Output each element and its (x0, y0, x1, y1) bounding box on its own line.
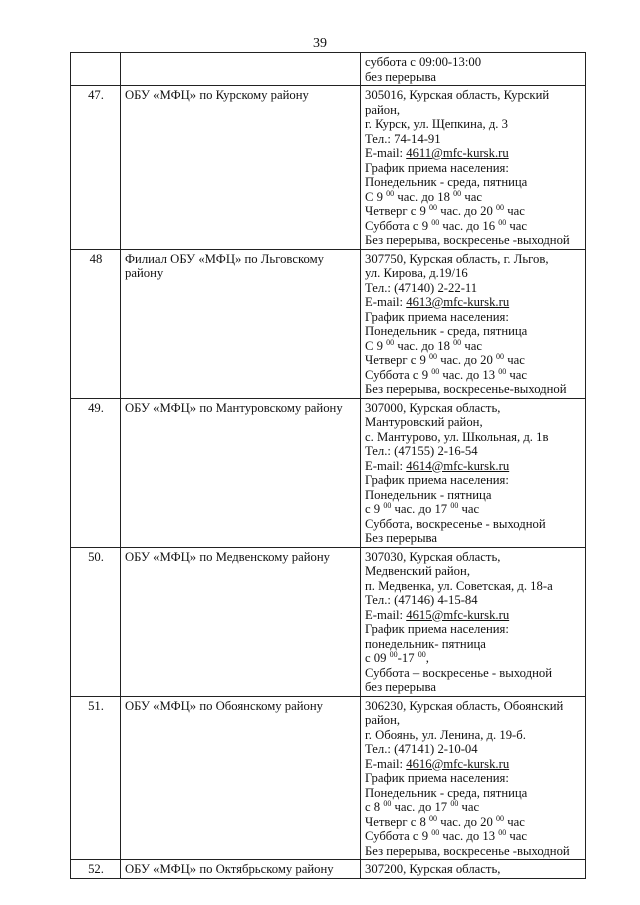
info-line (365, 444, 582, 459)
superscript-minutes: 00 (498, 366, 507, 376)
info-line (365, 502, 582, 517)
row-number: 48 (71, 249, 121, 398)
superscript-minutes: 00 (386, 188, 395, 198)
info-text: 305016, Курская область, Курский (365, 88, 550, 102)
info-line (365, 161, 582, 176)
info-text: 306230, Курская область, Обоянский (365, 698, 564, 713)
info-text: E-mail: (365, 146, 407, 160)
info-text: час (461, 189, 482, 204)
info-text: час. до 17 (391, 800, 451, 814)
info-text: Тел.: (47140) 2-22-11 (365, 280, 478, 295)
office-name: Филиал ОБУ «МФЦ» по Льговскому району (121, 249, 361, 398)
info-text: час. до 17 (391, 502, 451, 516)
office-contact-info (361, 547, 586, 696)
info-text: час. до 18 (394, 338, 454, 353)
info-text: без перерыва (365, 680, 436, 694)
info-line (365, 401, 582, 416)
table-row (71, 53, 586, 86)
info-text: График приема населения: (365, 771, 509, 785)
superscript-minutes: 00 (496, 813, 505, 823)
info-line (365, 829, 582, 844)
info-text: г. Обоянь, ул. Ленина, д. 19-б. (365, 727, 526, 742)
info-line (365, 815, 582, 830)
superscript-minutes: 00 (453, 337, 462, 347)
superscript-minutes: 00 (429, 203, 438, 212)
info-line (365, 339, 582, 354)
info-text: E-mail: (365, 458, 407, 473)
info-text: час (504, 204, 525, 218)
info-text: , (425, 651, 429, 665)
info-line (365, 88, 582, 103)
office-contact-info (361, 696, 586, 860)
office-name: ОБУ «МФЦ» по Мантуровскому району (121, 398, 361, 547)
superscript-minutes: 00 (431, 366, 440, 376)
info-line (365, 204, 582, 219)
info-line (365, 862, 582, 877)
info-line (365, 517, 582, 532)
info-line (365, 713, 582, 728)
info-line (365, 771, 582, 786)
superscript-minutes: 00 (450, 799, 459, 808)
office-contact-info (361, 249, 586, 398)
info-text: Четверг с 9 (365, 353, 430, 367)
superscript-minutes: 00 (498, 217, 507, 227)
row-number: 47. (71, 86, 121, 250)
info-text: понедельник- пятница (365, 636, 486, 651)
info-text: час. до 13 (439, 367, 499, 382)
info-text: Тел.: (47155) 2-16-54 (365, 444, 478, 458)
info-text: Суббота с 9 (365, 829, 432, 843)
info-text: Понедельник - среда, пятница (365, 324, 528, 338)
info-text: График приема населения: (365, 622, 509, 636)
info-text: час (506, 367, 528, 382)
table-row (71, 860, 586, 879)
info-text: 307200, Курская область, (365, 862, 501, 876)
info-line (365, 430, 582, 445)
info-text: С 9 (365, 189, 387, 204)
info-text: Медвенский район, (365, 564, 470, 578)
superscript-minutes: 00 (496, 203, 505, 212)
info-text: час (461, 338, 482, 353)
info-line (365, 233, 582, 248)
row-number: 51. (71, 696, 121, 860)
info-line (365, 146, 582, 161)
info-text: час (504, 814, 525, 829)
info-line (365, 132, 582, 147)
table-row (71, 86, 586, 250)
email-link[interactable]: 4615@mfc-kursk.ru (406, 607, 510, 622)
info-text: час (504, 353, 525, 367)
office-name (121, 53, 361, 86)
info-line (365, 324, 582, 339)
info-text: Без перерыва, воскресенье -выходной (365, 233, 570, 247)
superscript-minutes: 00 (453, 188, 462, 198)
info-text: час (458, 502, 480, 516)
office-contact-info (361, 86, 586, 250)
info-text: Без перерыва, воскресенье -выходной (365, 843, 570, 858)
email-link[interactable]: 4616@mfc-kursk.ru (406, 756, 510, 771)
info-text: Без перерыва (365, 531, 437, 545)
table-row (71, 398, 586, 547)
info-line (365, 353, 582, 368)
info-text: час. до 16 (439, 218, 499, 233)
info-line (365, 564, 582, 579)
superscript-minutes: 00 (496, 352, 505, 361)
superscript-minutes: 00 (389, 650, 398, 659)
info-line (365, 190, 582, 205)
info-text: час (458, 800, 480, 814)
info-text: График приема населения: (365, 160, 509, 175)
info-text: Четверг с 9 (365, 204, 430, 218)
superscript-minutes: 00 (431, 828, 440, 837)
info-line (365, 622, 582, 637)
info-line (365, 55, 582, 70)
info-text: -17 (397, 651, 418, 665)
info-line (365, 742, 582, 757)
email-link[interactable]: 4613@mfc-kursk.ru (406, 295, 510, 309)
info-text: с. Мантурово, ул. Школьная, д. 1в (365, 429, 549, 444)
info-text: 307750, Курская область, г. Льгов, (365, 251, 549, 266)
info-text: Четверг с 8 (365, 814, 430, 829)
info-text: Понедельник - среда, пятница (365, 785, 528, 800)
info-line (365, 550, 582, 565)
info-line (365, 175, 582, 190)
info-text: E-mail: (365, 607, 407, 622)
info-line (365, 415, 582, 430)
info-text: с 8 (365, 800, 384, 814)
info-line (365, 666, 582, 681)
info-line (365, 728, 582, 743)
office-name: ОБУ «МФЦ» по Октябрьскому району (121, 860, 361, 879)
info-text: Мантуровский район, (365, 415, 483, 429)
info-text: График приема населения: (365, 309, 509, 324)
table-row (71, 696, 586, 860)
office-name: ОБУ «МФЦ» по Курскому району (121, 86, 361, 250)
info-line (365, 579, 582, 594)
office-name: ОБУ «МФЦ» по Медвенскому району (121, 547, 361, 696)
row-number (71, 53, 121, 86)
info-line (365, 488, 582, 503)
info-text: Суббота, воскресенье - выходной (365, 516, 546, 531)
superscript-minutes: 00 (386, 337, 395, 347)
info-text: Суббота с 9 (365, 367, 432, 382)
info-line (365, 757, 582, 772)
info-line (365, 651, 582, 666)
info-line (365, 531, 582, 546)
info-text: С 9 (365, 338, 387, 353)
info-text: п. Медвенка, ул. Советская, д. 18-а (365, 578, 553, 593)
info-line (365, 637, 582, 652)
info-line (365, 699, 582, 714)
office-contact-info (361, 53, 586, 86)
info-text: с 9 (365, 502, 384, 516)
info-text: График приема населения: (365, 473, 509, 487)
info-text: час. до 20 (437, 204, 497, 218)
info-line (365, 786, 582, 801)
info-text: Понедельник - среда, пятница (365, 175, 528, 189)
superscript-minutes: 00 (417, 650, 426, 659)
info-text: 307030, Курская область, (365, 549, 501, 564)
info-text: час (506, 218, 528, 233)
info-line (365, 219, 582, 234)
office-name: ОБУ «МФЦ» по Обоянскому району (121, 696, 361, 860)
superscript-minutes: 00 (429, 813, 438, 823)
info-text: г. Курск, ул. Щепкина, д. 3 (365, 117, 508, 131)
info-text: Понедельник - пятница (365, 487, 492, 502)
info-text: Суббота – воскресенье - выходной (365, 665, 553, 680)
info-text: час (506, 829, 528, 843)
table-body (71, 53, 586, 879)
info-text: с 09 (365, 651, 390, 665)
info-line (365, 680, 582, 695)
info-line (365, 310, 582, 325)
info-line (365, 608, 582, 623)
info-text: Тел.: (47146) 4-15-84 (365, 593, 478, 607)
info-line (365, 252, 582, 267)
superscript-minutes: 00 (450, 501, 459, 510)
info-line (365, 103, 582, 118)
info-text: Без перерыва, воскресенье-выходной (365, 382, 567, 396)
office-contact-info (361, 398, 586, 547)
info-text: час. до 18 (394, 189, 454, 204)
superscript-minutes: 00 (498, 828, 507, 837)
table-row (71, 547, 586, 696)
info-line (365, 382, 582, 397)
info-text: район, (365, 713, 401, 727)
info-text: ул. Кирова, д.19/16 (365, 266, 468, 280)
info-text: E-mail: (365, 295, 407, 309)
superscript-minutes: 00 (383, 501, 392, 510)
email-link[interactable]: 4611@mfc-kursk.ru (406, 146, 509, 160)
info-line (365, 368, 582, 383)
info-line (365, 593, 582, 608)
info-text: E-mail: (365, 756, 407, 771)
info-text: район, (365, 102, 401, 117)
info-line (365, 281, 582, 296)
info-line (365, 473, 582, 488)
superscript-minutes: 00 (431, 217, 440, 227)
table-row (71, 249, 586, 398)
info-line (365, 800, 582, 815)
info-line (365, 117, 582, 132)
info-text: Суббота с 9 (365, 218, 432, 233)
info-text: час. до 20 (437, 814, 497, 829)
info-line (365, 459, 582, 474)
info-text: суббота с 09:00-13:00 (365, 55, 482, 69)
info-text: час. до 13 (439, 829, 499, 843)
row-number: 52. (71, 860, 121, 879)
row-number: 49. (71, 398, 121, 547)
page-number: 39 (313, 36, 327, 51)
info-text: 307000, Курская область, (365, 400, 501, 415)
office-contact-info (361, 860, 586, 879)
info-line (365, 70, 582, 85)
info-line (365, 266, 582, 281)
email-link[interactable]: 4614@mfc-kursk.ru (406, 458, 510, 473)
info-line (365, 844, 582, 859)
row-number: 50. (71, 547, 121, 696)
info-text: Тел.: (47141) 2-10-04 (365, 742, 478, 756)
superscript-minutes: 00 (383, 799, 392, 808)
superscript-minutes: 00 (429, 352, 438, 361)
info-text: Тел.: 74-14-91 (365, 131, 441, 146)
info-text: без перерыва (365, 69, 436, 84)
info-text: час. до 20 (437, 353, 497, 367)
info-line (365, 295, 582, 310)
mfc-offices-table (70, 52, 586, 879)
